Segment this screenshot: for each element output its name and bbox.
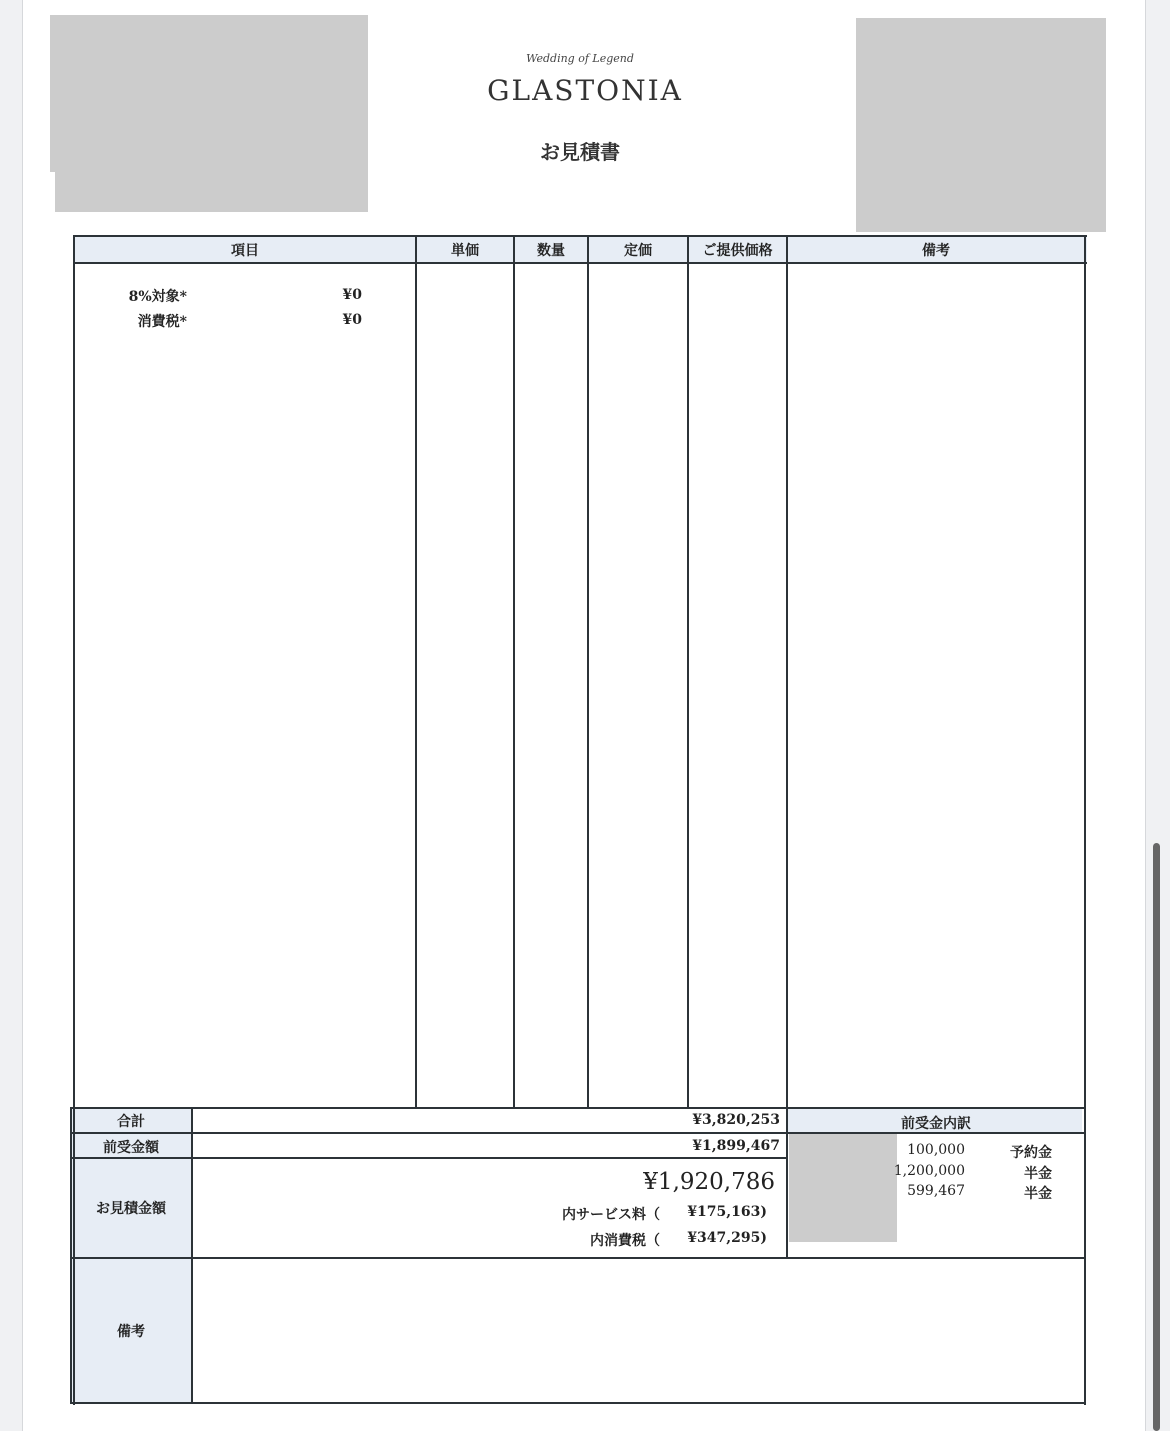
redacted-area-top-left-lower bbox=[55, 160, 368, 212]
prepaid-value: ¥1,899,467 bbox=[692, 1138, 780, 1154]
vertical-scrollbar[interactable] bbox=[1153, 843, 1160, 1431]
column-divider bbox=[786, 235, 788, 1257]
remarks-label: 備考 bbox=[117, 1324, 145, 1340]
summary-border-top bbox=[71, 1107, 1084, 1109]
item-label: 8%対象* bbox=[128, 289, 187, 305]
column-divider bbox=[587, 235, 589, 1108]
quote-value: ¥1,920,786 bbox=[643, 1169, 775, 1195]
redacted-area-breakdown bbox=[789, 1122, 897, 1242]
tax-value: ¥347,295) bbox=[687, 1230, 767, 1246]
brand-tagline: Wedding of Legend bbox=[526, 52, 634, 65]
table-border-bottom bbox=[71, 1402, 1084, 1404]
table-border-top bbox=[75, 235, 1087, 237]
summary-divider bbox=[71, 1157, 787, 1159]
summary-divider bbox=[71, 1132, 787, 1134]
column-header-quantity: 数量 bbox=[537, 243, 565, 259]
column-header-remarks: 備考 bbox=[922, 243, 950, 259]
column-divider bbox=[415, 235, 417, 1108]
table-border-left bbox=[73, 235, 75, 1405]
column-divider bbox=[513, 235, 515, 1108]
column-divider bbox=[687, 235, 689, 1108]
column-header-item: 項目 bbox=[231, 243, 259, 259]
item-value: ¥0 bbox=[342, 312, 362, 328]
breakdown-amount: 100,000 bbox=[907, 1142, 965, 1158]
column-header-unit-price: 単価 bbox=[451, 243, 479, 259]
summary-label-divider bbox=[191, 1107, 193, 1404]
breakdown-title: 前受金内訳 bbox=[901, 1116, 971, 1132]
column-header-list-price: 定価 bbox=[624, 243, 652, 259]
service-fee-label: 内サービス料（ bbox=[562, 1207, 660, 1223]
item-value: ¥0 bbox=[342, 287, 362, 303]
total-value: ¥3,820,253 bbox=[692, 1112, 780, 1128]
redacted-area-top-left bbox=[50, 15, 368, 172]
page-title: お見積書 bbox=[540, 140, 620, 164]
service-fee-value: ¥175,163) bbox=[687, 1204, 767, 1220]
breakdown-type: 半金 bbox=[1024, 1186, 1052, 1202]
remarks-border-top bbox=[71, 1257, 1084, 1259]
column-header-offer-price: ご提供価格 bbox=[702, 243, 773, 259]
prepaid-label: 前受金額 bbox=[103, 1140, 159, 1156]
breakdown-type: 半金 bbox=[1024, 1166, 1052, 1182]
breakdown-amount: 599,467 bbox=[907, 1183, 965, 1199]
total-label: 合計 bbox=[117, 1114, 145, 1130]
table-border-right bbox=[1084, 235, 1086, 1405]
tax-label: 内消費税（ bbox=[590, 1233, 660, 1249]
breakdown-type: 予約金 bbox=[1010, 1145, 1052, 1161]
brand-logo: GLASTONIA bbox=[487, 74, 683, 107]
breakdown-amount: 1,200,000 bbox=[893, 1163, 965, 1179]
redacted-area-top-right bbox=[856, 18, 1106, 232]
quote-label: お見積金額 bbox=[96, 1201, 166, 1217]
table-header-divider bbox=[75, 262, 1087, 264]
item-label: 消費税* bbox=[137, 314, 187, 330]
